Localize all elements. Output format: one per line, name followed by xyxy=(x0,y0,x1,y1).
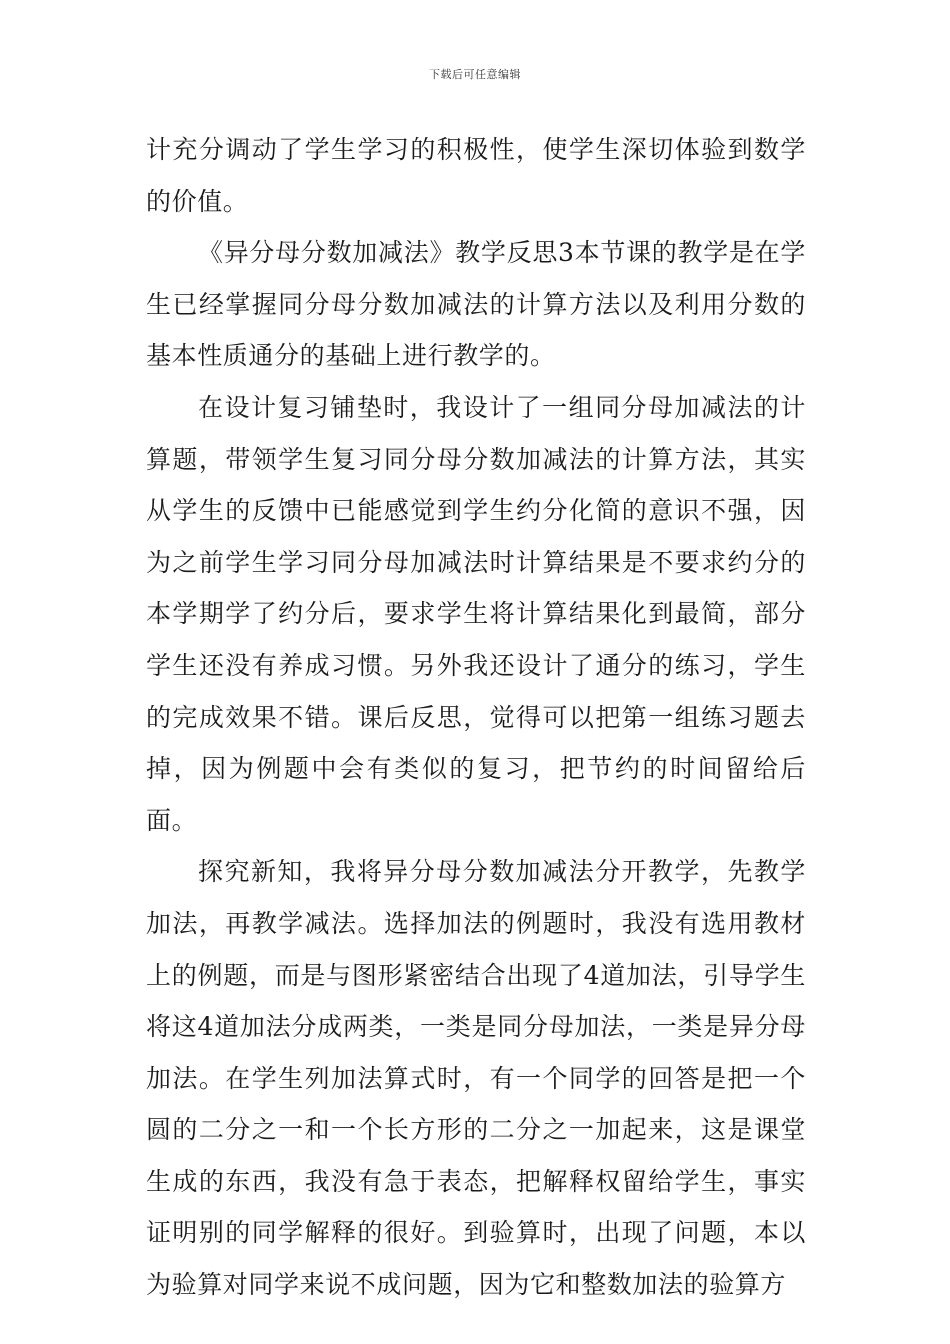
document-body xyxy=(146,124,806,1311)
paragraph-review-design: 在设计复习铺垫时，我设计了一组同分母加减法的计算题，带领学生复习同分母分数加减法的计算方法，其实从学生的反馈中已能感觉到学生约分化简的意识不强，因为之前学生学习同分母加减法时计算结果是不要求约分的本学期学了约分后，要求学生将计算结果化到最简，部分学生还没有养成习惯。另外我还设计了通分的练习，学生的完成效果不错。课后反思，觉得可以把第一组练习题去掉，因为例题中会有类似的复习，把节约的时间留给后面。 xyxy=(146,392,806,835)
page-header-note: 下载后可任意编辑 xyxy=(429,68,521,81)
paragraph-new-knowledge: 探究新知，我将异分母分数加减法分开教学，先教学加法，再教学减法。选择加法的例题时，我没有选用教材上的例题，而是与图形紧密结合出现了4道加法，引导学生将这4道加法分成两类，一类是同分母加法，一类是异分母加法。在学生列加法算式时，有一个同学的回答是把一个圆的二分之一和一个长方形的二分之一加起来，这是课堂生成的东西，我没有急于表态，把解释权留给学生，事实证明别的同学解释的很好。到验算时，出现了问题，本以为验算对同学来说不成问题，因为它和整数加法的验算方 xyxy=(146,857,806,1300)
paragraph-reflection-intro: 《异分母分数加减法》教学反思3本节课的教学是在学生已经掌握同分母分数加减法的计算方法以及利用分数的基本性质通分的基础上进行教学的。 xyxy=(146,238,806,371)
paragraph-continuation: 计充分调动了学生学习的积极性，使学生深切体验到数学的价值。 xyxy=(146,135,806,216)
